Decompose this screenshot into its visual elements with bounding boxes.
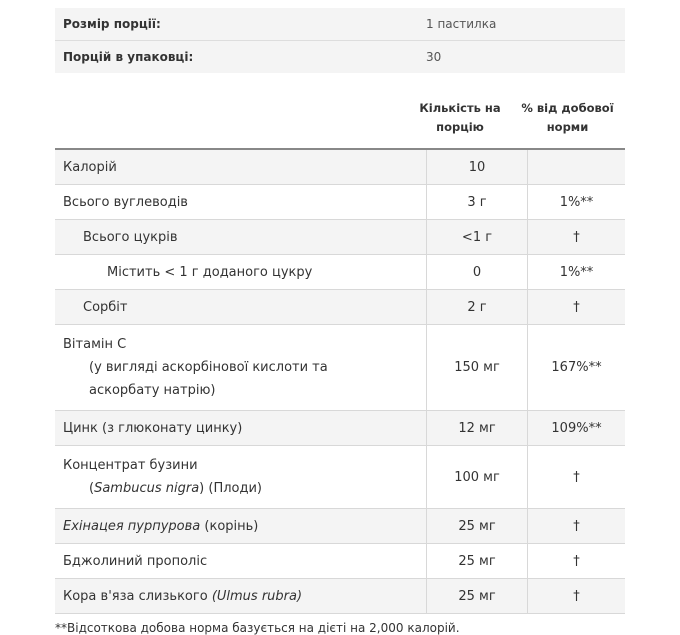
row-name: Всього вуглеводів [55, 185, 427, 220]
table-row [55, 255, 625, 290]
row-name: Сорбіт [83, 299, 128, 315]
row-daily-value: † [528, 290, 626, 325]
table-header [55, 73, 625, 150]
row-name: Концентрат бузини [63, 458, 198, 473]
table-row [55, 509, 625, 544]
row-name: Кора в'яза слизького [63, 588, 212, 604]
row-amount: 10 [427, 150, 528, 185]
row-name-cell [55, 446, 427, 509]
row-amount: 100 мг [427, 446, 528, 509]
row-amount: 25 мг [427, 579, 528, 614]
servings-per-container-label: Порцій в упаковці: [63, 50, 194, 64]
latin-name: (Ulmus rubra) [211, 588, 303, 604]
row-name-rest: (корінь) [200, 518, 259, 534]
row-daily-value: † [528, 579, 626, 614]
row-daily-value: † [528, 509, 626, 544]
row-daily-value: 1%** [528, 185, 626, 220]
row-daily-value [528, 150, 626, 185]
header-blank [55, 73, 410, 148]
row-name-sub-rest: ) (Плоди) [199, 481, 262, 496]
row-name-sub [63, 477, 418, 500]
header-daily-value [510, 73, 625, 148]
serving-size-value: 1 пастилка [426, 17, 497, 31]
nutrition-table [55, 150, 625, 614]
row-name: Калорій [55, 150, 427, 185]
supplement-facts [55, 8, 625, 635]
row-name: Всього цукрів [83, 229, 178, 245]
table-row [55, 150, 625, 185]
row-daily-value: † [528, 446, 626, 509]
header-dv-line2: норми [546, 119, 589, 134]
row-daily-value: † [528, 220, 626, 255]
row-name: Містить < 1 г доданого цукру [107, 264, 313, 280]
row-name-cell [55, 509, 427, 544]
table-row [55, 290, 625, 325]
latin-name: Sambucus nigra [94, 481, 200, 496]
table-row [55, 185, 625, 220]
table-row [55, 325, 625, 411]
table-row [55, 446, 625, 509]
table-row [55, 579, 625, 614]
serving-size-row [55, 8, 625, 40]
row-daily-value: † [528, 544, 626, 579]
row-amount: <1 г [427, 220, 528, 255]
row-name-cell [55, 579, 427, 614]
header-amount-line1: Кількість на [419, 100, 501, 115]
serving-info [55, 8, 625, 73]
servings-per-container-row [55, 40, 625, 73]
row-name-sub1: (у вигляді аскорбінової кислоти та [89, 360, 328, 375]
row-name: Цинк (з глюконату цинку) [55, 411, 427, 446]
row-amount: 12 мг [427, 411, 528, 446]
paren-open: ( [89, 481, 95, 496]
row-daily-value: 109%** [528, 411, 626, 446]
row-name-cell [55, 255, 427, 290]
servings-per-container-value: 30 [426, 50, 442, 64]
row-name-sub2: аскорбату натрію) [89, 383, 216, 398]
row-amount: 25 мг [427, 544, 528, 579]
row-daily-value: 1%** [528, 255, 626, 290]
row-amount: 25 мг [427, 509, 528, 544]
row-name-cell [55, 325, 427, 411]
row-name: Бджолиний прополіс [55, 544, 427, 579]
table-row [55, 220, 625, 255]
footnote: **Відсоткова добова норма базується на дієті на 2,000 калорій. [55, 621, 460, 635]
row-name-italic: Ехінацея пурпурова [63, 518, 201, 534]
row-amount: 3 г [427, 185, 528, 220]
row-name-cell [55, 220, 427, 255]
table-row [55, 411, 625, 446]
table-row [55, 544, 625, 579]
row-name-cell [55, 290, 427, 325]
header-dv-line1: % від добової [521, 100, 614, 115]
serving-size-label: Розмір порції: [63, 17, 161, 31]
row-daily-value: 167%** [528, 325, 626, 411]
row-amount: 150 мг [427, 325, 528, 411]
row-name: Вітамін C [63, 337, 127, 352]
header-amount [410, 73, 510, 148]
row-amount: 0 [427, 255, 528, 290]
row-amount: 2 г [427, 290, 528, 325]
header-amount-line2: порцію [436, 119, 484, 134]
